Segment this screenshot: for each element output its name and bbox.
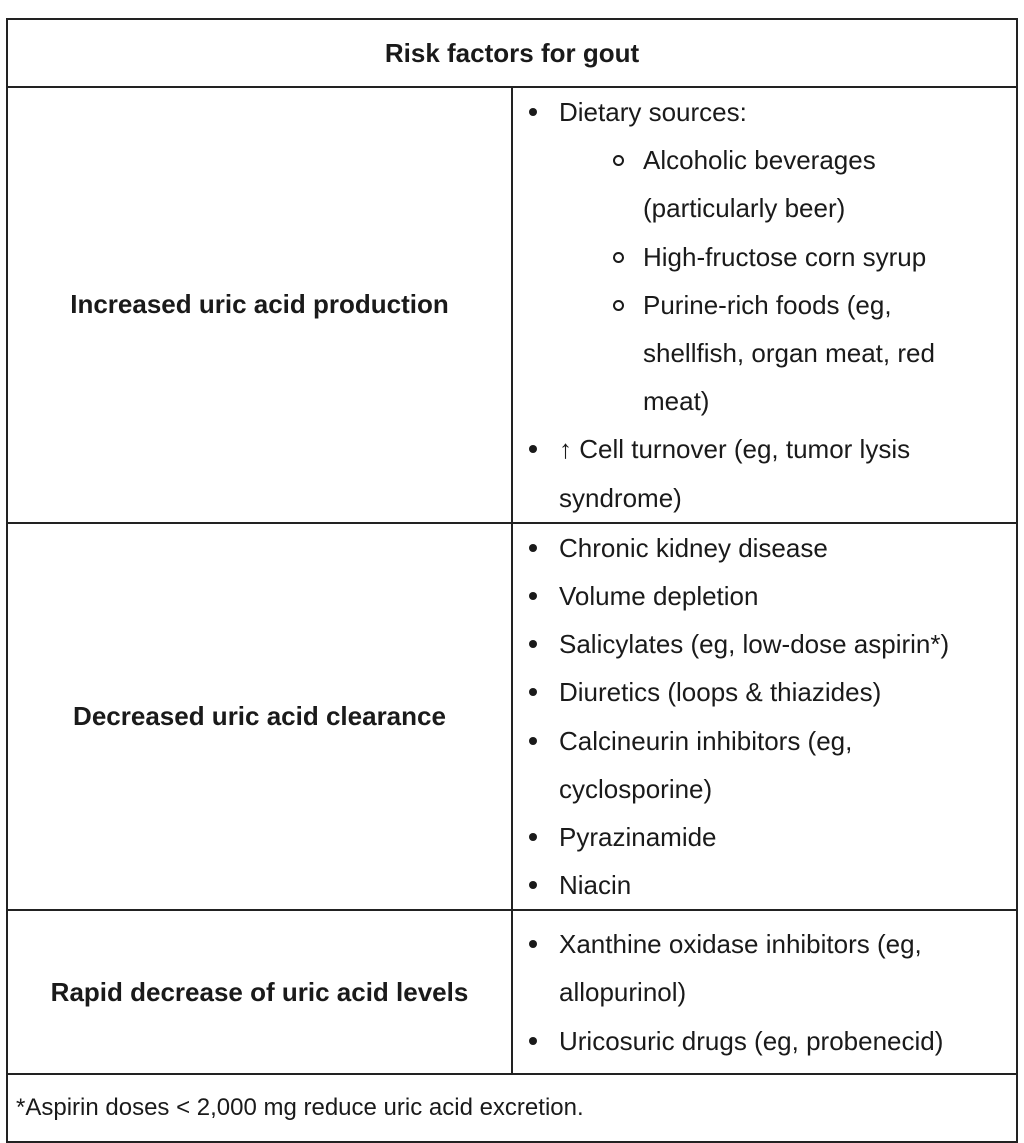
list-item: Pyrazinamide <box>513 813 1016 861</box>
list-item: Salicylates (eg, low-dose aspirin*) <box>513 620 1016 668</box>
list-item-text: Dietary sources: <box>559 97 747 127</box>
table-row <box>7 523 1017 911</box>
category-cell: Increased uric acid production <box>7 87 512 523</box>
table-row <box>7 87 1017 523</box>
list-item: Chronic kidney disease <box>513 524 1016 572</box>
footnote-row <box>7 1074 1017 1142</box>
list-item: Calcineurin inhibitors (eg, cyclosporine) <box>513 717 1016 813</box>
factors-cell <box>512 87 1017 523</box>
sub-list-item: High-fructose corn syrup <box>559 233 1002 281</box>
factors-cell <box>512 523 1017 911</box>
footnote: *Aspirin doses < 2,000 mg reduce uric acid excretion. <box>7 1074 1017 1142</box>
table-row <box>7 910 1017 1074</box>
category-cell: Decreased uric acid clearance <box>7 523 512 911</box>
list-item: Niacin <box>513 861 1016 909</box>
list-item: Uricosuric drugs (eg, probenecid) <box>513 1017 1016 1065</box>
risk-factors-table-container <box>6 18 1018 1143</box>
sub-list-item: Purine-rich foods (eg, shellfish, organ meat, red meat) <box>559 281 1002 426</box>
factors-list <box>513 88 1016 522</box>
list-item: Volume depletion <box>513 572 1016 620</box>
table-title-row <box>7 19 1017 87</box>
list-item: Diuretics (loops & thiazides) <box>513 668 1016 716</box>
factors-cell <box>512 910 1017 1074</box>
factors-list <box>513 524 1016 910</box>
sub-factors-list <box>559 136 1002 425</box>
factors-list <box>513 920 1016 1065</box>
category-cell: Rapid decrease of uric acid levels <box>7 910 512 1074</box>
list-item: Xanthine oxidase inhibitors (eg, allopurinol) <box>513 920 1016 1016</box>
list-item: ↑ Cell turnover (eg, tumor lysis syndrome) <box>513 425 1016 521</box>
risk-factors-table <box>6 18 1018 1143</box>
sub-list-item: Alcoholic beverages (particularly beer) <box>559 136 1002 232</box>
table-title: Risk factors for gout <box>7 19 1017 87</box>
list-item <box>513 88 1016 425</box>
